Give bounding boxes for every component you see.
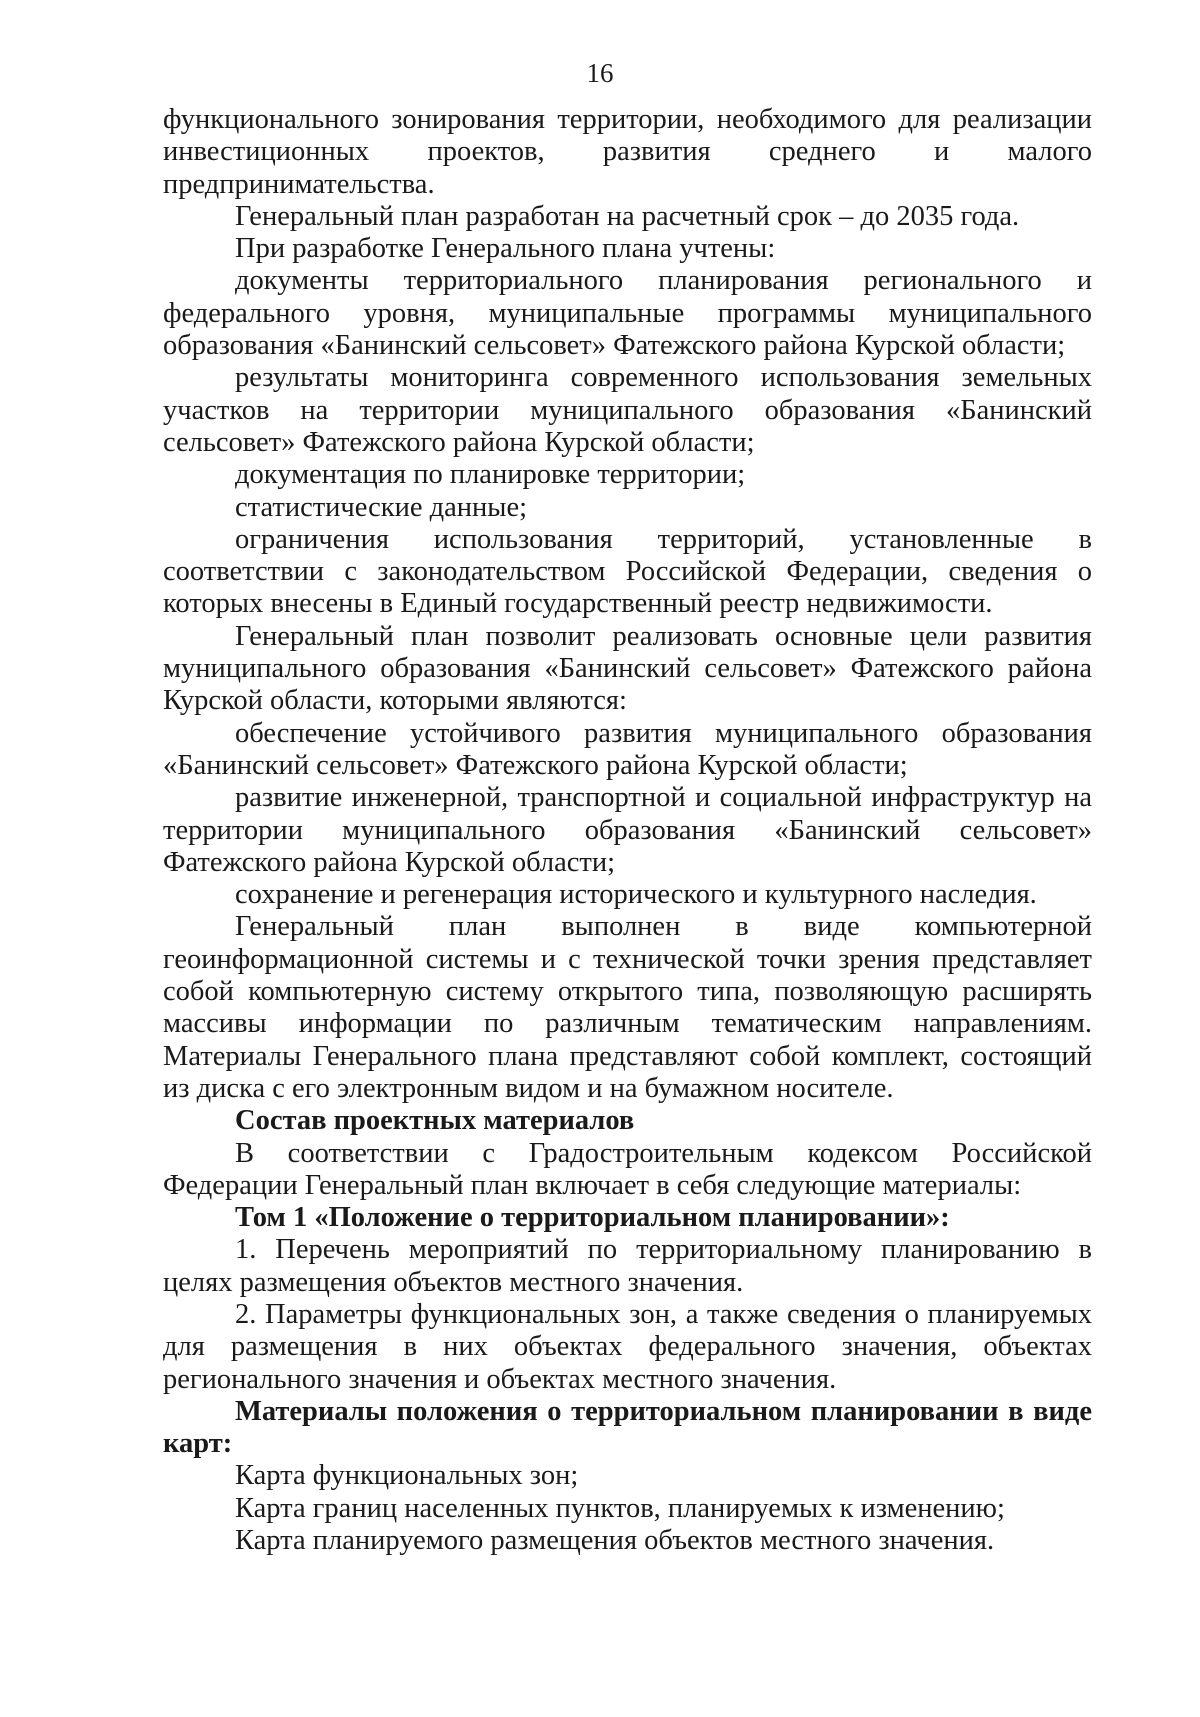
list-item: развитие инженерной, транспортной и социальной инфраструктур на территории муниципального образования «Банинский сельсовет» Фатежского района Курской области; <box>163 782 1092 878</box>
section-heading: Том 1 «Положение о территориальном планировании»: <box>235 1202 950 1234</box>
list-item: Карта границ населенных пунктов, планируемых к изменению; <box>235 1492 1005 1524</box>
list-item: сохранение и регенерация исторического и культурного наследия. <box>235 879 1037 911</box>
page-number: 16 <box>586 58 614 88</box>
list-item: Карта планируемого размещения объектов местного значения. <box>235 1525 995 1557</box>
list-item: документация по планировке территории; <box>235 459 746 491</box>
list-item: обеспечение устойчивого развития муниципального образования «Банинский сельсовет» Фатежского района Курской области; <box>163 717 1092 781</box>
list-item: документы территориального планирования регионального и федерального уровня, муниципальные программы муниципального образования «Банинский сельсовет» Фатежского района Курской области; <box>163 265 1092 362</box>
list-item: 1. Перечень мероприятий по территориальному планированию в целях размещения объектов местного значения. <box>163 1234 1092 1298</box>
paragraph: функционального зонирования территории, необходимого для реализации инвестиционных проектов, развития среднего и малого предпринимательства. <box>163 104 1092 200</box>
document-body <box>163 104 1092 1557</box>
paragraph: При разработке Генерального плана учтены: <box>235 233 776 265</box>
list-item: статистические данные; <box>235 491 528 523</box>
list-item: ограничения использования территорий, установленные в соответствии с законодательством Российской Федерации, сведения о которых внесены в Единый государственный реестр недвижимости. <box>163 523 1092 620</box>
list-item: результаты мониторинга современного использования земельных участков на территории муниципального образования «Банинский сельсовет» Фатежского района Курской области; <box>163 362 1092 458</box>
section-heading: Материалы положения о территориальном планировании в виде карт: <box>163 1395 1092 1460</box>
list-item: 2. Параметры функциональных зон, а также сведения о планируемых для размещения в них объектах федерального значения, объектах регионального значения и объектах местного значения. <box>163 1298 1092 1395</box>
paragraph: Генеральный план выполнен в виде компьютерной геоинформационной системы и с технической точки зрения представляет собой компьютерную систему открытого типа, позволяющую расширять массивы информации по различным тематическим направлениям. Материалы Генерального плана представляют собой комплект, состоящий из диска с его электронным видом и на бумажном носителе. <box>163 911 1092 1104</box>
paragraph: В соответствии с Градостроительным кодексом Российской Федерации Генеральный план включает в себя следующие материалы: <box>163 1137 1092 1201</box>
list-item: Карта функциональных зон; <box>235 1460 579 1492</box>
section-heading: Состав проектных материалов <box>235 1105 635 1137</box>
paragraph: Генеральный план разработан на расчетный срок – до 2035 года. <box>235 200 1020 232</box>
paragraph: Генеральный план позволит реализовать основные цели развития муниципального образования «Банинский сельсовет» Фатежского района Курской области, которыми являются: <box>163 620 1092 717</box>
